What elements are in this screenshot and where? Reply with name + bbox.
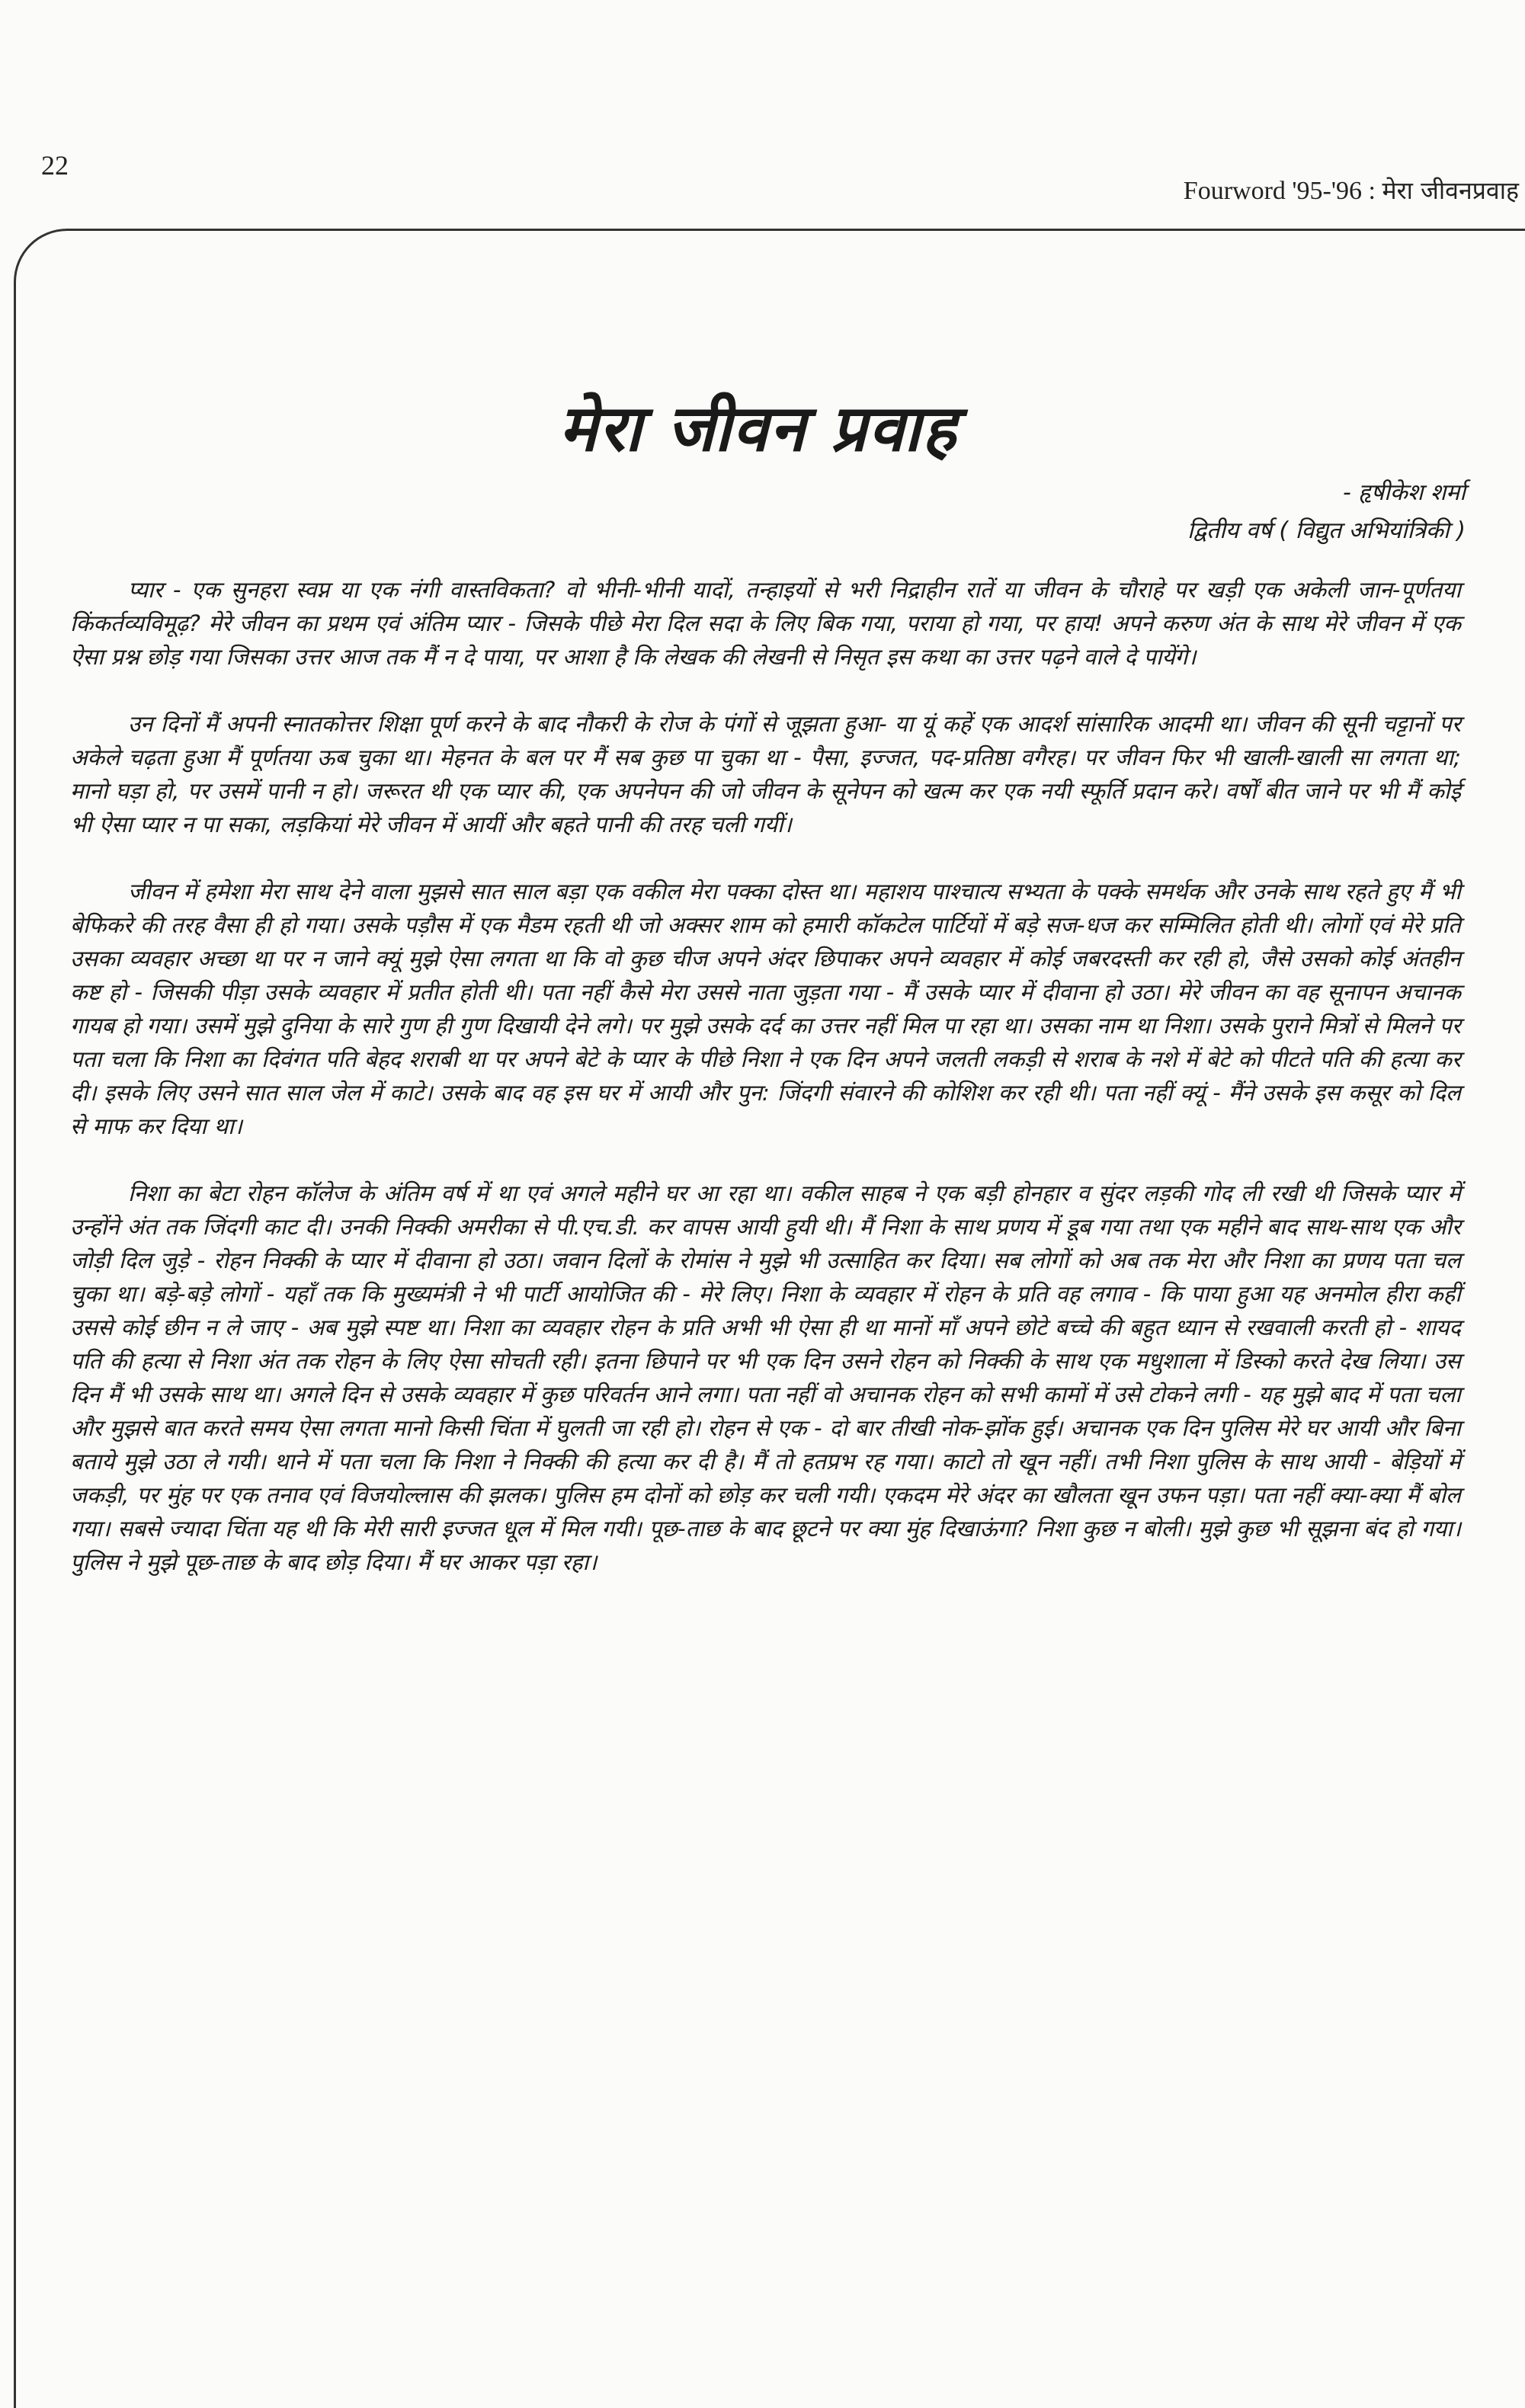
paragraph-1: प्यार - एक सुनहरा स्वप्न या एक नंगी वास्तविकता? वो भीनी-भीनी यादों, तन्हाइयों से भरी निद्राहीन रातें या जीवन के चौराहे पर खड़ी एक अकेली जान-पूर्णतया किंकर्तव्यविमूढ़? मेरे जीवन का प्रथम एवं अंतिम प्यार - जिसके पीछे मेरा दिल सदा के लिए बिक गया, पराया हो गया, पर हाय! अपने करुण अंत के साथ मेरे जीवन में एक ऐसा प्रश्न छोड़ गया जिसका उत्तर आज तक मैं न दे पाया, पर आशा है कि लेखक की लेखनी से निसृत इस कथा का उत्तर पढ़ने वाले दे पायेंगे। — [70, 577, 1461, 670]
author-name: - हृषीकेश शर्मा — [1342, 479, 1466, 506]
running-title: मेरा जीवनप्रवाह — [1382, 176, 1519, 205]
article-title: मेरा जीवन प्रवाह — [559, 390, 958, 466]
byline — [1187, 474, 1466, 550]
author-detail: द्वितीय वर्ष ( विद्युत अभियांत्रिकी ) — [1187, 517, 1466, 544]
paragraph-3: जीवन में हमेशा मेरा साथ देने वाला मुझसे सात साल बड़ा एक वकील मेरा पक्का दोस्त था। महाशय पाश्चात्य सभ्यता के पक्के समर्थक और उनके साथ रहते हुए मैं भी बेफिकरे की तरह वैसा ही हो गया। उसके पड़ौस में एक मैडम रहती थी जो अक्सर शाम को हमारी कॉकटेल पार्टियों में बड़े सज-धज कर सम्मिलित होती थी। लोगों एवं मेरे प्रति उसका व्यवहार अच्छा था पर न जाने क्यूं मुझे ऐसा लगता था कि वो कुछ चीज अपने अंदर छिपाकर अपने व्यवहार में कोई जबरदस्ती कर रही हो, जैसे उसको कोई अंतहीन कष्ट हो - जिसकी पीड़ा उसके व्यवहार में प्रतीत होती थी। पता नहीं कैसे मेरा उससे नाता जुड़ता गया - मैं उसके प्यार में दीवाना हो उठा। मेरे जीवन का वह सूनापन अचानक गायब हो गया। उसमें मुझे दुनिया के सारे गुण ही गुण दिखायी देने लगे। पर मुझे उसके दर्द का उत्तर नहीं मिल पा रहा था। उसका नाम था निशा। उसके पुराने मित्रों से मिलने पर पता चला कि निशा का दिवंगत पति बेहद शराबी था पर अपने बेटे के प्यार के पीछे निशा ने एक दिन अपने जलती लकड़ी से शराब के नशे में बेटे को पीटते पति की हत्या कर दी। इसके लिए उसने सात साल जेल में काटे। उसके बाद वह इस घर में आयी और पुन: जिंदगी संवारने की कोशिश कर रही थी। पता नहीं क्यूं - मैंने उसके इस कसूर को दिल से माफ कर दिया था। — [70, 879, 1461, 1139]
paragraph-4: निशा का बेटा रोहन कॉलेज के अंतिम वर्ष में था एवं अगले महीने घर आ रहा था। वकील साहब ने एक बड़ी होनहार व सुंदर लड़की गोद ली रखी थी जिसके प्यार में उन्होंने अंत तक जिंदगी काट दी। उनकी निक्की अमरीका से पी.एच.डी. कर वापस आयी हुयी थी। मैं निशा के साथ प्रणय में डूब गया तथा एक महीने बाद साथ-साथ एक और जोड़ी दिल जुड़े - रोहन निक्की के प्यार में दीवाना हो उठा। जवान दिलों के रोमांस ने मुझे भी उत्साहित कर दिया। सब लोगों को अब तक मेरा और निशा का प्रणय पता चल चुका था। बड़े-बड़े लोगों - यहाँ तक कि मुख्यमंत्री ने भी पार्टी आयोजित की - मेरे लिए। निशा के व्यवहार में रोहन के प्रति वह लगाव - कि पाया हुआ यह अनमोल हीरा कहीं उससे कोई छीन न ले जाए - अब मुझे स्पष्ट था। निशा का व्यवहार रोहन के प्रति अभी भी ऐसा ही था मानों माँ अपने छोटे बच्चे की बहुत ध्यान से रखवाली करती हो - शायद पति की हत्या से निशा अंत तक रोहन के लिए ऐसा सोचती रही। इतना छिपाने पर भी एक दिन उसने रोहन को निक्की के साथ एक मधुशाला में डिस्को करते देख लिया। उस दिन मैं भी उसके साथ था। अगले दिन से उसके व्यवहार में कुछ परिवर्तन आने लगा। पता नहीं वो अचानक रोहन को सभी कामों में उसे टोकने लगी - यह मुझे बाद में पता चला और मुझसे बात करते समय ऐसा लगता मानो किसी चिंता में घुलती जा रही हो। रोहन से एक - दो बार तीखी नोक-झोंक हुई। अचानक एक दिन पुलिस मेरे घर आयी और बिना बताये मुझे उठा ले गयी। थाने में पता चला कि निशा ने निक्की की हत्या कर दी है। मैं तो हतप्रभ रह गया। काटो तो खून नहीं। तभी निशा पुलिस के साथ आयी - बेड़ियों में जकड़ी, पर मुंह पर एक तनाव एवं विजयोल्लास की झलक। पुलिस हम दोनों को छोड़ कर चली गयी। एकदम मेरे अंदर का खौलता खून उफन पड़ा। पता नहीं क्या-क्या मैं बोल गया। सबसे ज्यादा चिंता यह थी कि मेरी सारी इज्जत धूल में मिल गयी। पूछ-ताछ के बाद छूटने पर क्या मुंह दिखाऊंगा? निशा कुछ न बोली। मुझे कुछ भी सूझना बंद हो गया। पुलिस ने मुझे पूछ-ताछ के बाद छोड़ दिया। मैं घर आकर पड़ा रहा। — [70, 1180, 1461, 1575]
article-body — [70, 573, 1461, 1579]
page-number: 22 — [41, 150, 69, 181]
running-header — [1184, 174, 1519, 207]
publication-name: Fourword '95-'96 : — [1183, 177, 1376, 205]
paragraph-2: उन दिनों मैं अपनी स्नातकोत्तर शिक्षा पूर्ण करने के बाद नौकरी के रोज के पंगों से जूझता हुआ- या यूं कहें एक आदर्श सांसारिक आदमी था। जीवन की सूनी चट्टानों पर अकेले चढ़ता हुआ मैं पूर्णतया ऊब चुका था। मेहनत के बल पर मैं सब कुछ पा चुका था - पैसा, इज्जत, पद-प्रतिष्ठा वगैरह। पर जीवन फिर भी खाली-खाली सा लगता था; मानो घड़ा हो, पर उसमें पानी न हो। जरूरत थी एक प्यार की, एक अपनेपन की जो जीवन के सूनेपन को खत्म कर एक नयी स्फूर्ति प्रदान करे। वर्षों बीत जाने पर भी मैं कोई भी ऐसा प्यार न पा सका, लड़कियां मेरे जीवन में आयीं और बहते पानी की तरह चली गयीं। — [70, 711, 1461, 837]
